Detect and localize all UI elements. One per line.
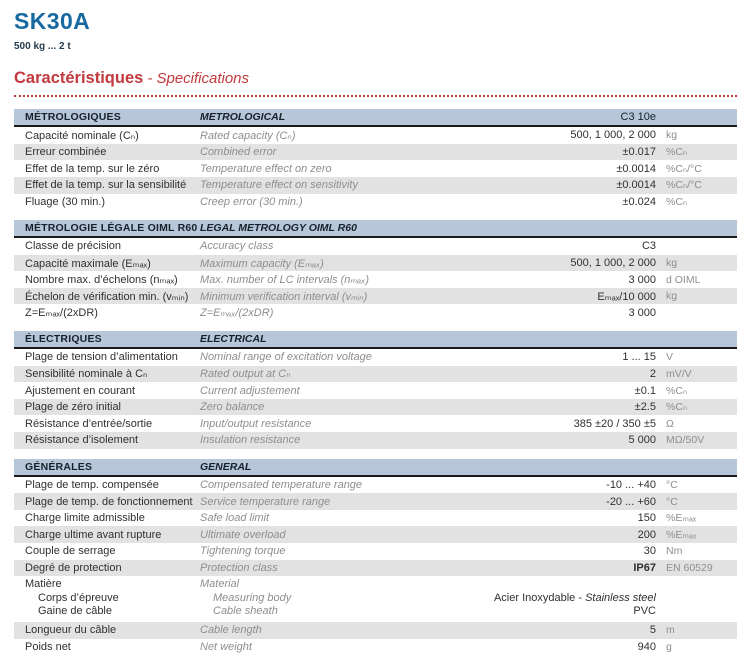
section-header (14, 331, 737, 349)
cell-unit: kg (666, 129, 678, 142)
cell-label-en: Creep error (30 min.) (200, 195, 303, 208)
cell-label-en: Rated output at Cₙ (200, 368, 291, 381)
heading-en-label: - Specifications (147, 70, 250, 88)
cell-value (430, 605, 656, 619)
cell-label-en: Tightening torque (200, 545, 286, 558)
cell-label-en: Insulation resistance (200, 434, 301, 447)
cell-value: Eₘₐₓ/10 000 (597, 290, 656, 303)
cell-unit: EN 60529 (666, 561, 713, 574)
cell-label-en: Combined error (200, 146, 277, 159)
cell-label-fr: Résistance d’entrée/sortie (25, 417, 153, 430)
cell-value: 1 ... 15 (622, 351, 656, 364)
cell-unit: g (666, 640, 672, 653)
cell-label-en: Net weight (200, 640, 252, 653)
cell-value: 3 000 (628, 273, 656, 286)
section-title-fr: GÉNÉRALES (25, 460, 93, 473)
cell-value: 2 (649, 367, 656, 380)
spec-row (14, 366, 737, 383)
cell-unit: d OIML (666, 273, 701, 286)
spec-row (14, 526, 737, 543)
spec-row (14, 349, 737, 366)
cell-unit: MΩ/50V (666, 434, 705, 447)
cell-label-en: Rated capacity (Cₙ) (200, 129, 296, 142)
value-text: Acier Inoxydable - (493, 591, 586, 604)
value-text: PVC (633, 605, 656, 618)
cell-value: 385 ±20 / 350 ±5 (573, 417, 656, 430)
section-title-fr: MÉTROLOGIE LÉGALE OIML R60 (25, 222, 198, 235)
cell-label-fr: Nombre max. d’échelons (nₘₐₓ) (25, 274, 178, 287)
cell-label-en: Compensated temperature range (200, 478, 363, 491)
cell-label-en: Accuracy class (200, 240, 274, 253)
section-title-en: METROLOGICAL (200, 111, 286, 124)
cell-label-fr: Charge limite admissible (25, 512, 145, 525)
cell-label-fr: Plage de zéro initial (25, 401, 122, 414)
cell-label-fr: Échelon de vérification min. (vₘᵢₙ) (25, 290, 189, 303)
cell-unit: %Cₙ (666, 384, 688, 397)
cell-label-en: Current adjustement (200, 384, 300, 397)
cell-value: ±0.1 (634, 384, 656, 397)
cell-value: 940 (637, 640, 656, 653)
cell-label-en: Protection class (200, 561, 278, 574)
specifications-heading (14, 69, 737, 97)
spec-row (14, 510, 737, 527)
cell-unit: %Cₙ (666, 401, 688, 414)
cell-unit: Ω (666, 417, 674, 430)
spec-row (14, 382, 737, 399)
cell-label-fr: Effet de la temp. sur le zéro (25, 162, 160, 175)
spec-row (14, 144, 737, 161)
cell-unit (666, 592, 737, 606)
spec-row (14, 493, 737, 510)
cell-value: 150 (637, 512, 656, 525)
spec-row (14, 543, 737, 560)
cell-label-fr: Fluage (30 min.) (25, 195, 106, 208)
cell-label-fr: Sensibilité nominale à Cₙ (25, 368, 148, 381)
cell-value: ±2.5 (634, 401, 656, 414)
cell-label-en: Minimum verification interval (vₘᵢₙ) (200, 290, 368, 303)
cell-label-fr: Plage de temp. compensée (25, 478, 159, 491)
section-header-value: C3 10e (620, 111, 656, 124)
cell-value (430, 592, 656, 606)
cell-label-fr: Ajustement en courant (25, 384, 136, 397)
material-line (25, 605, 737, 619)
cell-label-en: Max. number of LC intervals (nₘₐₓ) (200, 274, 370, 287)
cell-value: C3 (641, 240, 656, 253)
section-title-en: ELECTRICAL (200, 333, 267, 346)
cell-label-en: Nominal range of excitation voltage (200, 351, 372, 364)
cell-label-fr: Effet de la temp. sur la sensibilité (25, 179, 187, 192)
cell-label-fr: Degré de protection (25, 561, 122, 574)
cell-label-fr: Corps d’épreuve (38, 591, 119, 604)
cell-value: IP67 (633, 561, 656, 574)
cell-label-fr: Gaine de câble (38, 605, 112, 618)
spec-row (14, 271, 737, 288)
spec-table (14, 109, 737, 655)
cell-value: 5 (649, 624, 656, 637)
cell-label-fr: Plage de temp. de fonctionnement (25, 495, 193, 508)
cell-label-en: Measuring body (213, 591, 292, 604)
cell-label-en: Temperature effect on sensitivity (200, 179, 358, 192)
cell-unit (666, 605, 737, 619)
cell-label-fr: Classe de précision (25, 240, 121, 253)
cell-label-en: Ultimate overload (200, 528, 286, 541)
cell-label-fr: Capacité nominale (Cₙ) (25, 129, 139, 142)
spec-row (14, 177, 737, 194)
spec-row (14, 622, 737, 639)
cell-unit: mV/V (666, 367, 692, 380)
cell-label-fr: Z=Eₘₐₓ/(2xDR) (25, 307, 98, 320)
cell-unit: %Cₙ (666, 195, 688, 208)
cell-label-en: Cable length (200, 624, 262, 637)
material-line (25, 592, 737, 606)
cell-unit: Nm (666, 545, 683, 558)
section-title-en: GENERAL (200, 460, 252, 473)
cell-label-en: Z=Eₘₐₓ/(2xDR) (200, 307, 274, 320)
cell-label-fr: Couple de serrage (25, 545, 116, 558)
cell-unit: %Cₙ/°C (666, 162, 702, 175)
spec-row (14, 415, 737, 432)
cell-label-en: Safe load limit (200, 512, 270, 525)
cell-unit: V (666, 351, 674, 364)
cell-label-en: Maximum capacity (Eₘₐₓ) (200, 257, 324, 270)
cell-label-en: Zero balance (200, 401, 265, 414)
cell-label-fr: Charge ultime avant rupture (25, 528, 162, 541)
section-header (14, 459, 737, 477)
section-title-en: LEGAL METROLOGY OIML R60 (200, 222, 357, 235)
material-line (25, 578, 737, 592)
spec-row (14, 288, 737, 305)
spec-row (14, 304, 737, 321)
cell-label-fr: Capacité maximale (Eₘₐₓ) (25, 257, 151, 270)
cell-label-en: Cable sheath (213, 605, 278, 618)
cell-unit: °C (666, 495, 678, 508)
cell-value: 200 (637, 528, 656, 541)
value-text-italic: Stainless steel (585, 591, 656, 604)
cell-value (430, 578, 656, 592)
section-title-fr: ÉLECTRIQUES (25, 333, 102, 346)
cell-label-fr: Plage de tension d’alimentation (25, 351, 178, 364)
cell-label-fr: Matière (25, 578, 62, 591)
cell-label-fr: Résistance d’isolement (25, 434, 139, 447)
cell-value: ±0.0014 (616, 162, 656, 175)
cell-label-en: Material (200, 578, 240, 591)
cell-value: 5 000 (628, 434, 656, 447)
section-header (14, 220, 737, 238)
cell-unit: %Eₘₐₓ (666, 528, 697, 541)
spec-row (14, 194, 737, 211)
cell-value: ±0.024 (622, 195, 656, 208)
spec-row (14, 255, 737, 272)
cell-value: -10 ... +40 (606, 478, 656, 491)
cell-unit: °C (666, 478, 678, 491)
cell-label-en: Service temperature range (200, 495, 331, 508)
cell-label-fr: Longueur du câble (25, 624, 117, 637)
cell-value: -20 ... +60 (606, 495, 656, 508)
page-title: SK30A (14, 8, 91, 34)
cell-value: ±0.017 (622, 146, 656, 159)
heading-fr-label: Caractéristiques (14, 69, 144, 88)
spec-row (14, 432, 737, 449)
spec-row (14, 477, 737, 494)
section-header (14, 109, 737, 127)
capacity-range-subtitle: 500 kg ... 2 t (14, 41, 71, 53)
cell-label-fr: Poids net (25, 640, 71, 653)
spec-row-material (14, 576, 737, 622)
cell-unit: m (666, 624, 675, 637)
spec-row (14, 399, 737, 416)
cell-unit (666, 578, 737, 592)
spec-row (14, 127, 737, 144)
section-title-fr: MÉTROLOGIQUES (25, 111, 121, 124)
cell-unit: %Cₙ (666, 146, 688, 159)
cell-label-en: Temperature effect on zero (200, 162, 332, 175)
spec-row (14, 238, 737, 255)
spec-row (14, 639, 737, 656)
cell-value: 500, 1 000, 2 000 (570, 129, 656, 142)
datasheet-page (14, 0, 737, 655)
cell-unit: %Eₘₐₓ (666, 512, 697, 525)
spec-row (14, 560, 737, 577)
cell-value: 30 (643, 545, 656, 558)
cell-label-en: Input/output resistance (200, 417, 312, 430)
cell-unit: kg (666, 290, 678, 303)
spec-row (14, 160, 737, 177)
cell-value: 3 000 (628, 306, 656, 319)
cell-unit: kg (666, 257, 678, 269)
cell-unit: %Cₙ/°C (666, 179, 702, 192)
cell-value: ±0.0014 (616, 179, 656, 192)
cell-value: 500, 1 000, 2 000 (570, 257, 656, 269)
cell-label-fr: Erreur combinée (25, 146, 107, 159)
